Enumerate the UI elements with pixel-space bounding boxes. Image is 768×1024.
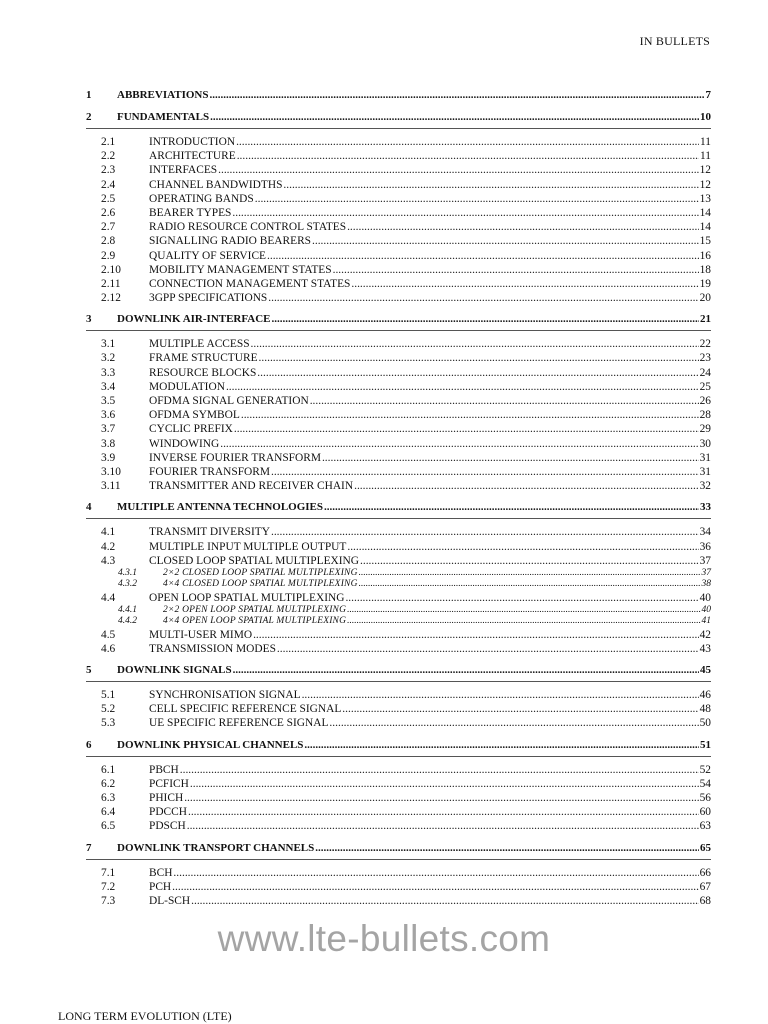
toc-title: CYCLIC PREFIX [149,423,233,436]
toc-number: 3.2 [101,352,116,365]
toc-title: RESOURCE BLOCKS [149,366,257,379]
toc-title: TRANSMISSION MODES [149,642,276,655]
dot-leader [267,249,699,263]
toc-page-number: 11 [700,150,711,163]
toc-title: PCH [149,880,172,893]
toc-page-number: 10 [700,111,711,123]
dot-leader [191,894,698,908]
toc-title: INVERSE FOURIER TRANSFORM [149,451,321,464]
toc-title: MULTIPLE ACCESS [149,338,250,351]
toc-page-number: 36 [699,540,711,553]
toc-section-4-2[interactable] [86,540,711,554]
toc-page-number: 40 [699,591,711,604]
toc-number: 3.11 [101,480,121,493]
toc-title: PHICH [149,791,184,804]
dot-leader [226,380,699,394]
toc-title: 2×2 CLOSED LOOP SPATIAL MULTIPLEXING [163,567,358,578]
dot-leader [272,312,699,327]
dot-leader [271,525,699,539]
toc-number: 3.7 [101,423,116,436]
toc-section-3-10[interactable] [86,465,711,479]
toc-section-7-3[interactable] [86,894,711,908]
toc-section-2-3[interactable] [86,163,711,177]
toc-page-number: 56 [699,791,711,804]
toc-title: QUALITY OF SERVICE [149,249,266,262]
toc-number: 6.1 [101,763,116,776]
dot-leader [210,88,705,103]
toc-number: 4.4.2 [118,616,137,627]
dot-leader [283,178,698,192]
toc-number: 1 [86,89,92,101]
toc-page-number: 50 [699,717,711,730]
toc-number: 2.10 [101,263,121,276]
dot-leader [333,263,699,277]
toc-section-2-12[interactable] [86,291,711,305]
toc-section-2-2[interactable] [86,149,711,163]
toc-page-number: 52 [699,763,711,776]
toc-number: 2.9 [101,249,116,262]
toc-title: OPEN LOOP SPATIAL MULTIPLEXING [149,591,345,604]
toc-page-number: 31 [699,451,711,464]
toc-page-number: 15 [699,235,711,248]
toc-number: 3.5 [101,395,116,407]
toc-number: 2.3 [101,164,116,177]
toc-section-6-2[interactable] [86,777,711,791]
toc-title: WINDOWING [149,437,220,450]
toc-page-number: 66 [699,866,711,879]
toc-section-7-1[interactable] [86,866,711,880]
toc-subsection-4-4-2[interactable] [86,616,711,627]
toc-title: INTERFACES [149,164,218,177]
toc-section-3-9[interactable] [86,451,711,465]
toc-page-number: 48 [699,703,711,716]
dot-leader [310,394,699,408]
toc-number: 7.2 [101,880,116,893]
dot-leader [234,422,699,436]
toc-page-number: 46 [699,689,711,701]
toc-section-4-5[interactable] [86,628,711,642]
toc-section-5-3[interactable] [86,716,711,730]
toc-title: CLOSED LOOP SPATIAL MULTIPLEXING [149,554,360,567]
toc-section-3-7[interactable] [86,422,711,436]
toc-title: 4×4 OPEN LOOP SPATIAL MULTIPLEXING [163,616,347,627]
toc-title: FRAME STRUCTURE [149,352,258,365]
toc-number: 3.6 [101,409,116,422]
toc-title: MULTIPLE ANTENNA TECHNOLOGIES [117,501,324,514]
toc-number: 3.1 [101,338,116,351]
toc-title: OPERATING BANDS [149,192,254,205]
toc-page-number: 38 [701,579,711,590]
toc-number: 3.3 [101,366,116,379]
dot-leader [259,351,699,365]
toc-number: 4 [86,501,92,514]
toc-page-number: 20 [699,292,711,305]
toc-number: 6 [86,738,92,751]
dot-leader [304,738,699,753]
toc-title: 4×4 CLOSED LOOP SPATIAL MULTIPLEXING [163,579,358,590]
toc-page-number: 26 [699,395,711,407]
dot-leader [257,366,698,380]
toc-number: 4.2 [101,540,116,553]
toc-section-2-8[interactable] [86,234,711,248]
toc-number: 4.5 [101,628,116,641]
toc-page-number: 60 [699,806,711,819]
toc-section-6-5[interactable] [86,819,711,833]
toc-number: 3.9 [101,451,116,464]
toc-number: 7 [86,841,92,854]
toc-page-number: 30 [699,437,711,450]
toc-page-number: 43 [699,642,711,655]
toc-page-number: 42 [699,628,711,641]
toc-chapter-1[interactable] [86,88,711,103]
toc-section-2-6[interactable] [86,206,711,220]
toc-title: PCFICH [149,777,189,790]
dot-leader [236,135,699,149]
toc-page-number: 22 [699,338,711,351]
toc-section-4-6[interactable] [86,642,711,656]
toc-section-2-7[interactable] [86,220,711,234]
toc-section-2-9[interactable] [86,249,711,263]
toc-page-number: 33 [700,501,711,514]
toc-section-5-1[interactable] [86,688,711,702]
toc-page-number: 19 [699,277,711,290]
dot-leader [237,149,699,163]
dot-leader [277,642,699,656]
dot-leader [345,591,698,605]
dot-leader [312,234,699,248]
toc-section-3-5[interactable] [86,394,711,408]
toc-page-number: 18 [699,263,711,276]
toc-section-2-1[interactable] [86,135,711,149]
dot-leader [180,763,699,777]
dot-leader [232,206,698,220]
toc-chapter-5[interactable] [86,663,711,682]
toc-title: DL-SCH [149,894,191,907]
toc-number: 2.2 [101,150,116,163]
dot-leader [354,479,699,493]
toc-section-4-3[interactable] [86,554,711,568]
dot-leader [172,880,698,894]
toc-title: PDSCH [149,820,186,833]
toc-section-6-3[interactable] [86,791,711,805]
toc-section-3-4[interactable] [86,380,711,394]
toc-number: 3.8 [101,437,116,450]
toc-page-number: 37 [701,567,711,578]
toc-number: 7.1 [101,866,116,879]
toc-section-3-8[interactable] [86,437,711,451]
toc-page-number: 63 [699,820,711,833]
dot-leader [347,616,700,627]
toc-page-number: 45 [700,664,711,676]
dot-leader [255,192,699,206]
toc-page-number: 68 [699,894,711,907]
running-header: IN BULLETS [639,34,710,48]
toc-section-4-4[interactable] [86,591,711,605]
toc-page-number: 40 [701,604,711,615]
toc-page-number: 54 [699,777,711,790]
toc-title: OFDMA SYMBOL [149,409,240,422]
dot-leader [342,702,698,716]
toc-number: 3.10 [101,465,121,478]
toc-chapter-6[interactable] [86,738,711,757]
dot-leader [360,554,699,568]
toc-section-3-11[interactable] [86,479,711,493]
toc-title: CHANNEL BANDWIDTHS [149,178,283,191]
toc-page-number: 67 [699,880,711,893]
toc-page-number: 32 [699,480,711,493]
toc-title: FOURIER TRANSFORM [149,465,271,478]
toc-section-2-11[interactable] [86,277,711,291]
toc-number: 3.4 [101,380,116,393]
toc-number: 4.3.1 [118,567,137,578]
toc-chapter-4[interactable] [86,500,711,519]
dot-leader [188,805,699,819]
dot-leader [359,568,701,579]
toc-number: 2.11 [101,277,121,290]
dot-leader [347,220,699,234]
toc-section-2-10[interactable] [86,263,711,277]
toc-subsection-4-3-2[interactable] [86,579,711,590]
toc-title: MODULATION [149,380,225,393]
toc-title: PBCH [149,763,179,776]
toc-section-7-2[interactable] [86,880,711,894]
toc-number: 6.2 [101,777,116,790]
toc-number: 4.3 [101,554,116,567]
toc-title: MOBILITY MANAGEMENT STATES [149,263,332,276]
toc-section-2-5[interactable] [86,192,711,206]
toc-page-number: 7 [705,89,711,101]
toc-number: 2.6 [101,206,116,219]
toc-number: 2 [86,111,92,123]
toc-title: TRANSMITTER AND RECEIVER CHAIN [149,480,354,493]
toc-title: ABBREVIATIONS [117,89,209,101]
toc-title: DOWNLINK TRANSPORT CHANNELS [117,841,315,854]
toc-page-number: 21 [700,313,711,326]
dot-leader [347,540,698,554]
toc-title: CONNECTION MANAGEMENT STATES [149,277,351,290]
dot-leader [271,465,699,479]
dot-leader [329,716,698,730]
toc-page-number: 34 [699,526,711,539]
toc-number: 2.7 [101,221,116,234]
toc-title: DOWNLINK PHYSICAL CHANNELS [117,738,304,751]
toc-title: INTRODUCTION [149,136,236,148]
dot-leader [220,437,698,451]
toc-number: 6.3 [101,791,116,804]
dot-leader [253,628,699,642]
toc-title: MULTI-USER MIMO [149,628,253,641]
toc-page-number: 29 [699,423,711,436]
toc-number: 2.12 [101,292,121,305]
dot-leader [233,663,699,678]
toc-page-number: 12 [699,164,711,177]
dot-leader [190,777,699,791]
dot-leader [251,337,699,351]
toc-page-number: 23 [699,352,711,365]
dot-leader [315,841,699,856]
toc-title: BEARER TYPES [149,206,232,219]
toc-title: CELL SPECIFIC REFERENCE SIGNAL [149,703,342,716]
toc-title: FUNDAMENTALS [117,111,210,123]
toc-number: 5.2 [101,703,116,716]
dot-leader [210,110,699,125]
dot-leader [268,291,698,305]
toc-title: BCH [149,866,173,879]
toc-title: DOWNLINK AIR-INTERFACE [117,313,271,326]
table-of-contents [86,88,711,908]
toc-section-5-2[interactable] [86,702,711,716]
dot-leader [322,451,699,465]
toc-subsection-4-4-1[interactable] [86,605,711,616]
toc-section-3-2[interactable] [86,351,711,365]
toc-number: 5.1 [101,689,116,701]
toc-page-number: 11 [700,136,711,148]
toc-title: SYNCHRONISATION SIGNAL [149,689,301,701]
toc-number: 5.3 [101,717,116,730]
toc-page-number: 37 [699,554,711,567]
toc-page-number: 16 [699,249,711,262]
toc-section-6-4[interactable] [86,805,711,819]
dot-leader [187,819,699,833]
toc-title: OFDMA SIGNAL GENERATION [149,395,309,407]
toc-number: 2.8 [101,235,116,248]
dot-leader [302,688,699,702]
toc-page-number: 12 [699,178,711,191]
toc-number: 4.4 [101,591,116,604]
toc-page-number: 24 [699,366,711,379]
toc-section-3-3[interactable] [86,366,711,380]
toc-number: 6.5 [101,820,116,833]
toc-number: 4.6 [101,642,116,655]
dot-leader [218,163,698,177]
toc-section-3-6[interactable] [86,408,711,422]
toc-number: 2.5 [101,192,116,205]
toc-title: MULTIPLE INPUT MULTIPLE OUTPUT [149,540,347,553]
toc-number: 4.3.2 [118,579,137,590]
dot-leader [173,866,698,880]
toc-title: 3GPP SPECIFICATIONS [149,292,268,305]
toc-chapter-2[interactable] [86,110,711,129]
toc-section-4-1[interactable] [86,525,711,539]
dot-leader [359,579,701,590]
toc-title: PDCCH [149,806,187,819]
toc-number: 7.3 [101,894,116,907]
toc-number: 5 [86,664,92,676]
toc-chapter-3[interactable] [86,312,711,331]
toc-title: TRANSMIT DIVERSITY [149,526,270,539]
toc-title: 2×2 OPEN LOOP SPATIAL MULTIPLEXING [163,604,347,615]
toc-number: 4.1 [101,526,116,539]
toc-page-number: 14 [699,221,711,234]
dot-leader [241,408,699,422]
dot-leader [347,605,700,616]
toc-page-number: 14 [699,206,711,219]
toc-section-6-1[interactable] [86,763,711,777]
toc-number: 2.1 [101,136,116,148]
toc-title: ARCHITECTURE [149,150,236,163]
dot-leader [324,500,699,515]
toc-number: 4.4.1 [118,604,137,615]
toc-section-2-4[interactable] [86,178,711,192]
toc-title: DOWNLINK SIGNALS [117,664,232,676]
toc-number: 3 [86,313,92,326]
dot-leader [351,277,698,291]
running-footer: LONG TERM EVOLUTION (LTE) [58,1009,232,1023]
dot-leader [184,791,698,805]
toc-title: UE SPECIFIC REFERENCE SIGNAL [149,717,329,730]
toc-page-number: 51 [700,738,711,751]
toc-number: 6.4 [101,806,116,819]
toc-section-3-1[interactable] [86,337,711,351]
toc-page-number: 65 [700,841,711,854]
toc-page-number: 41 [701,616,711,627]
toc-title: RADIO RESOURCE CONTROL STATES [149,221,347,234]
toc-chapter-7[interactable] [86,841,711,860]
toc-page-number: 28 [699,409,711,422]
toc-number: 2.4 [101,178,116,191]
toc-page-number: 25 [699,380,711,393]
toc-page-number: 31 [699,465,711,478]
website-watermark: www.lte-bullets.com [217,918,551,959]
toc-subsection-4-3-1[interactable] [86,568,711,579]
toc-title: SIGNALLING RADIO BEARERS [149,235,311,248]
toc-page-number: 13 [699,192,711,205]
